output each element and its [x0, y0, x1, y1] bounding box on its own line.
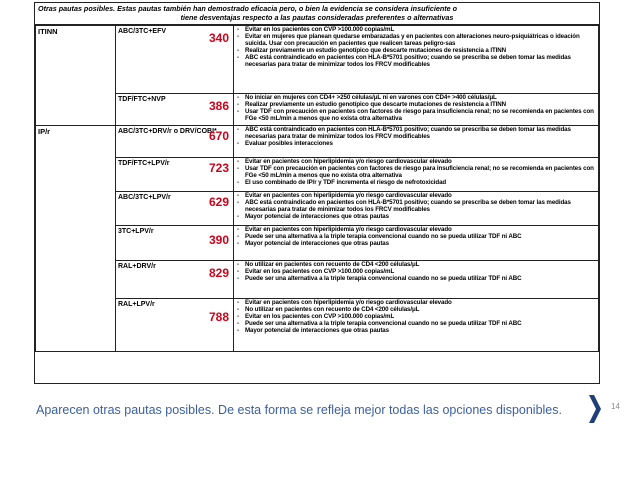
recommendations-cell: [234, 226, 599, 261]
recommendation-item: - Usar TDF con precaución en pacientes con factores de riesgo para insuficiencia renal; no se recomienda en pacientes con FGe <50 mL/min a menos que no exista otra alternativa: [236, 165, 596, 179]
table-row: [36, 299, 599, 352]
page-number: 14: [611, 402, 620, 411]
recommendation-item: - Mayor potencial de interacciones que otras pautas: [236, 240, 596, 247]
recommendation-item: - Mayor potencial de interacciones que otras pautas: [236, 327, 596, 334]
regimen-cell: [116, 94, 234, 126]
recommendations-cell: [234, 26, 599, 94]
regimen-label: ABC/3TC+DRV/r o DRV/COBI*: [118, 128, 217, 135]
regimen-cell: [116, 26, 234, 94]
recommendation-item: - Realizar previamente un estudio genotípico que descarte mutaciones de resistencia a ITINN: [236, 101, 596, 108]
recommendation-item: - Puede ser una alternativa a la triple terapia convencional cuando no se pueda utilizar TDF ni ABC: [236, 320, 596, 327]
recommendations-cell: [234, 261, 599, 299]
regimen-number: 386: [208, 99, 229, 113]
recommendation-item: - Evitar en pacientes con hiperlipidemia y/o riesgo cardiovascular elevado: [236, 226, 596, 233]
regimen-label: RAL+DRV/r: [118, 263, 156, 270]
table-row: [36, 261, 599, 299]
table-title: [35, 3, 599, 25]
regimen-number: 390: [208, 233, 229, 247]
recommendations-cell: [234, 94, 599, 126]
regimen-cell: [116, 299, 234, 352]
document-image: [34, 2, 600, 384]
recommendation-item: - Evitar en pacientes con hiperlipidemia y/o riesgo cardiovascular elevado: [236, 192, 596, 199]
recommendation-item: - Evaluar posibles interacciones: [236, 140, 596, 147]
recommendation-item: - Usar TDF con precaución en pacientes con factores de riesgo para insuficiencia renal; no se recomienda en pacientes con FGe <50 mL/min a menos que no exista otra alternativa: [236, 108, 596, 122]
recommendation-item: - Evitar en los pacientes con CVP >100.000 copias/mL: [236, 268, 596, 275]
recommendation-item: - No iniciar en mujeres con CD4+ >250 células/μL ni en varones con CD4+ >400 células/μL: [236, 94, 596, 101]
chevron-right-icon: [589, 395, 601, 423]
recommendations-cell: [234, 126, 599, 158]
regimen-label: 3TC+LPV/r: [118, 228, 154, 235]
regimen-number: 340: [208, 31, 229, 45]
table-row: [36, 226, 599, 261]
regimen-number: 788: [208, 310, 229, 324]
recommendation-item: - Evitar en los pacientes con CVP >100.000 copias/mL: [236, 313, 596, 320]
slide-caption: Aparecen otras pautas posibles. De esta forma se refleja mejor todas las opciones disponibles.: [36, 403, 562, 417]
regimen-label: RAL+LPV/r: [118, 301, 155, 308]
regimen-cell: [116, 261, 234, 299]
recommendation-item: - No utilizar en pacientes con recuento de CD4 <200 células/μL: [236, 261, 596, 268]
regimen-cell: [116, 192, 234, 226]
regimen-cell: [116, 226, 234, 261]
table-row: [36, 94, 599, 126]
regimen-label: TDF/FTC+LPV/r: [118, 160, 170, 167]
family-name: ITINN: [36, 26, 116, 126]
table-row: [36, 192, 599, 226]
regimen-number: 829: [208, 266, 229, 280]
table-title-line1: Otras pautas posibles. Estas pautas también han demostrado eficacia pero, o bien la evidencia se considera insuficiente o: [38, 4, 458, 13]
recommendation-item: - Puede ser una alternativa a la triple terapia convencional cuando no se pueda utilizar TDF ni ABC: [236, 275, 596, 282]
recommendation-item: - Evitar en pacientes con hiperlipidemia y/o riesgo cardiovascular elevado: [236, 158, 596, 165]
regimen-label: ABC/3TC+EFV: [118, 28, 167, 35]
regimen-number: 723: [208, 161, 229, 175]
regimen-number: 670: [208, 129, 229, 143]
table-title-line2: tiene desventajas respecto a las pautas consideradas preferentes o alternativas: [180, 13, 454, 22]
regimen-number: 629: [208, 195, 229, 209]
recommendation-item: - Evitar en los pacientes con CVP >100.000 copias/mL: [236, 26, 596, 33]
family-name: IP/r: [36, 126, 116, 352]
regimen-cell: [116, 126, 234, 158]
recommendations-cell: [234, 192, 599, 226]
recommendations-cell: [234, 299, 599, 352]
recommendation-item: - Evitar en mujeres que planean quedarse embarazadas y en pacientes con alteraciones neuro-psiquiátricas o ideación suicida. Usar con precaución en pacientes que realicen tareas peligro-sas: [236, 33, 596, 47]
recommendation-item: - Mayor potencial de interacciones que otras pautas: [236, 213, 596, 220]
regimen-label: TDF/FTC+NVP: [118, 96, 166, 103]
recommendation-item: - Evitar en pacientes con hiperlipidemia y/o riesgo cardiovascular elevado: [236, 299, 596, 306]
recommendation-item: - ABC está contraindicado en pacientes con HLA-B*5701 positivo; cuando se prescriba se deben tomar las medidas necesarias para tratar de minimizar todos los FRCV modificables: [236, 54, 596, 68]
regimen-table: [35, 25, 599, 352]
recommendations-cell: [234, 158, 599, 192]
recommendation-item: - Realizar previamente un estudio genotípico que descarte mutaciones de resistencia a ITINN: [236, 47, 596, 54]
recommendation-item: - Puede ser una alternativa a la triple terapia convencional cuando no se pueda utilizar TDF ni ABC: [236, 233, 596, 240]
recommendation-item: - ABC está contraindicado en pacientes con HLA-B*5701 positivo; cuando se prescriba se deben tomar las medidas necesarias para tratar de minimizar todos los FRCV modificables: [236, 199, 596, 213]
table-row: [36, 126, 599, 158]
table-row: [36, 158, 599, 192]
recommendation-item: - ABC está contraindicado en pacientes con HLA-B*5701 positivo; cuando se prescriba se deben tomar las medidas necesarias para tratar de minimizar todos los FRCV modificables: [236, 126, 596, 140]
regimen-cell: [116, 158, 234, 192]
regimen-label: ABC/3TC+LPV/r: [118, 194, 171, 201]
recommendation-item: - No utilizar en pacientes con recuento de CD4 <200 células/μL: [236, 306, 596, 313]
recommendation-item: - El uso combinado de IP/r y TDF incrementa el riesgo de nefrotoxicidad: [236, 179, 596, 186]
table-row: [36, 26, 599, 94]
